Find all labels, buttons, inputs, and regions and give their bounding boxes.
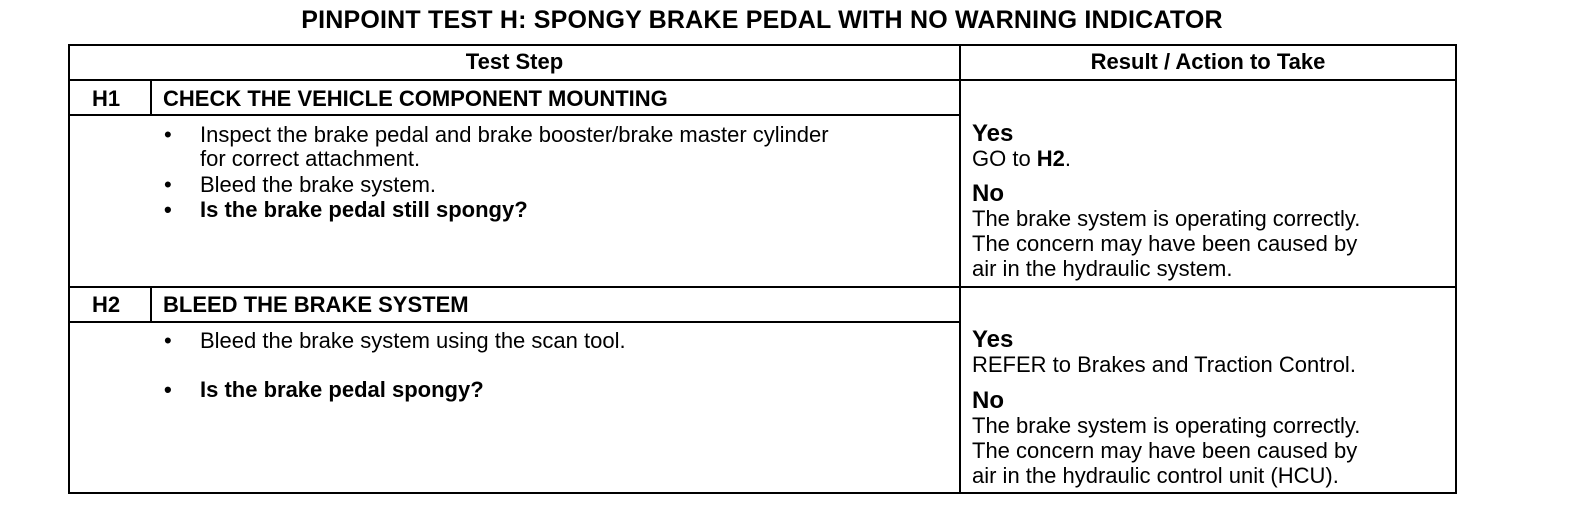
step-id-h1: H1 [92,86,121,111]
page-title: PINPOINT TEST H: SPONGY BRAKE PEDAL WITH NO WARNING INDICATOR [301,6,1223,34]
yes-action-suffix: . [1064,146,1072,171]
h2-heading-divider [68,321,961,323]
header-test-step: Test Step [465,49,564,74]
result-no-label: No [972,387,1004,414]
result-no-label: No [972,180,1004,207]
bullet-glyph: • [164,197,172,222]
h1-heading-divider [68,114,961,116]
column-divider [959,44,961,494]
step-divider [68,286,1457,288]
list-item: Bleed the brake system. [200,172,437,197]
result-no-action-line: air in the hydraulic system. [972,256,1233,281]
result-yes-label: Yes [972,326,1014,353]
list-item-continuation: for correct attachment. [200,146,421,171]
bullet-glyph: • [164,328,172,353]
result-no-action-line: air in the hydraulic control unit (HCU). [972,463,1339,488]
header-result-action: Result / Action to Take [1090,49,1326,74]
list-item: Bleed the brake system using the scan tool. [200,328,626,353]
result-no-action-line: The brake system is operating correctly. [972,413,1361,438]
step-heading-h1: CHECK THE VEHICLE COMPONENT MOUNTING [163,86,668,111]
bullet-glyph: • [164,377,172,402]
result-no-action-line: The concern may have been caused by [972,231,1358,256]
list-item: Inspect the brake pedal and brake booster/brake master cylinder [200,122,829,147]
result-yes-action: REFER to Brakes and Traction Control. [972,352,1356,377]
step-heading-h2: BLEED THE BRAKE SYSTEM [163,292,469,317]
bullet-glyph: • [164,122,172,147]
bullet-glyph: • [164,172,172,197]
header-divider [68,79,1457,81]
yes-action-ref: H2 [1036,146,1065,171]
result-yes-label: Yes [972,120,1014,147]
h1-id-divider [150,79,152,115]
step-id-h2: H2 [92,292,121,317]
yes-action-prefix: GO to [972,146,1037,171]
h2-id-divider [150,286,152,322]
result-no-action-line: The brake system is operating correctly. [972,206,1361,231]
list-item-question: Is the brake pedal spongy? [200,377,484,402]
result-yes-action [972,146,1071,172]
result-no-action-line: The concern may have been caused by [972,438,1358,463]
list-item-question: Is the brake pedal still spongy? [200,197,528,222]
